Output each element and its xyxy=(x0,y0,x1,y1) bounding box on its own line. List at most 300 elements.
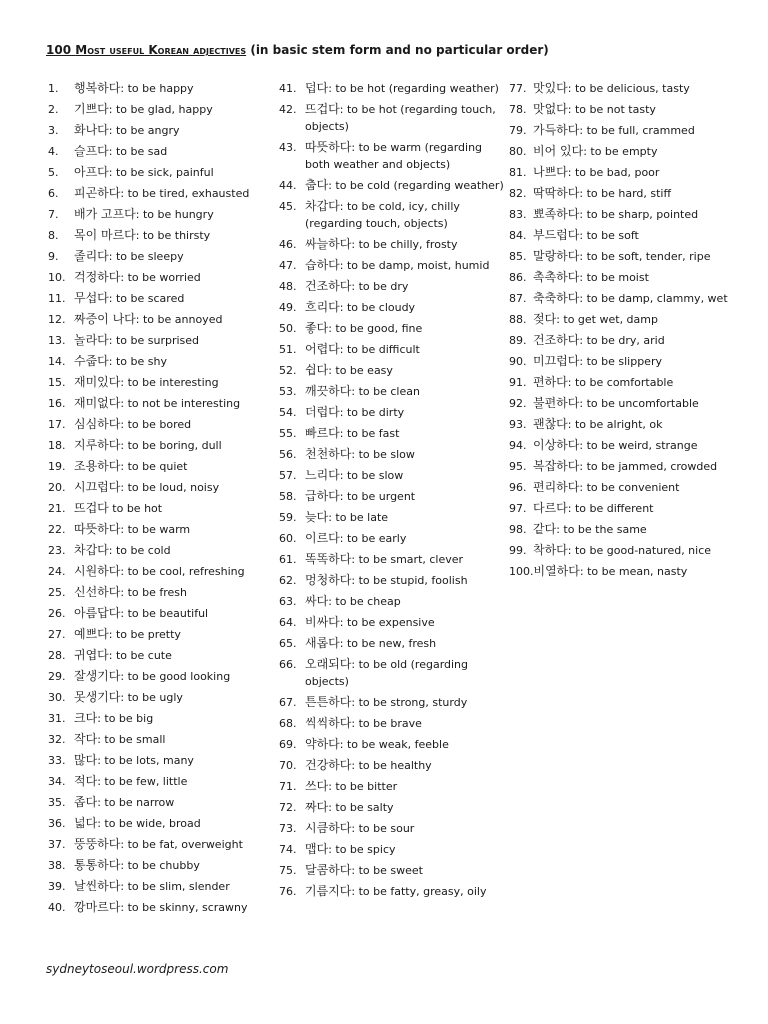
korean-word: 걱정하다 xyxy=(74,270,121,284)
item-entry xyxy=(74,351,276,372)
english-meaning: : to be bitter xyxy=(328,780,398,793)
item-entry xyxy=(74,876,276,897)
list-item xyxy=(509,372,749,393)
list-item xyxy=(279,297,507,318)
list-item xyxy=(279,507,507,528)
english-meaning: : to be thirsty xyxy=(135,229,211,242)
english-meaning: : to be spicy xyxy=(328,843,396,856)
item-entry xyxy=(305,423,507,444)
english-meaning: : to be hot (regarding touch, objects) xyxy=(305,103,496,133)
english-meaning: : to be clean xyxy=(351,385,420,398)
item-entry xyxy=(74,897,276,918)
korean-word: 잘생기다 xyxy=(74,669,121,683)
korean-word: 지루하다 xyxy=(74,438,121,452)
korean-word: 똑똑하다 xyxy=(305,552,352,566)
english-meaning: : to be cloudy xyxy=(339,301,416,314)
english-meaning: : to be ugly xyxy=(120,691,183,704)
item-number: 86. xyxy=(509,271,527,284)
list-item xyxy=(279,465,507,486)
item-entry xyxy=(74,141,276,162)
english-meaning: : to be fast xyxy=(339,427,400,440)
item-number: 14. xyxy=(48,355,66,368)
list-item xyxy=(48,519,276,540)
item-entry xyxy=(305,99,507,137)
english-meaning: : to be scared xyxy=(108,292,185,305)
item-number: 55. xyxy=(279,427,297,440)
english-meaning: : to be late xyxy=(328,511,389,524)
item-entry xyxy=(305,528,507,549)
list-item xyxy=(48,687,276,708)
english-meaning: : to be slim, slender xyxy=(120,880,230,893)
list-item xyxy=(48,246,276,267)
english-meaning: : to be not tasty xyxy=(567,103,656,116)
item-entry xyxy=(533,288,749,309)
english-meaning: : to be expensive xyxy=(339,616,435,629)
item-entry xyxy=(305,654,507,692)
item-entry xyxy=(305,570,507,591)
item-entry xyxy=(305,78,507,99)
item-entry xyxy=(533,330,749,351)
item-number: 1. xyxy=(48,82,59,95)
english-meaning: : to be cold (regarding weather) xyxy=(328,179,504,192)
item-number: 68. xyxy=(279,717,297,730)
item-entry xyxy=(305,713,507,734)
item-entry xyxy=(74,792,276,813)
english-meaning: : to be beautiful xyxy=(120,607,209,620)
list-item xyxy=(509,267,749,288)
item-entry xyxy=(533,162,749,183)
list-item xyxy=(509,477,749,498)
english-meaning: : to be stupid, foolish xyxy=(351,574,468,587)
list-item xyxy=(48,498,276,519)
item-entry xyxy=(533,393,749,414)
english-meaning: : to be sleepy xyxy=(108,250,184,263)
english-meaning: : to be smart, clever xyxy=(351,553,464,566)
korean-word: 같다 xyxy=(533,522,557,536)
list-item xyxy=(48,78,276,99)
list-item xyxy=(48,141,276,162)
korean-word: 행복하다 xyxy=(74,81,121,95)
korean-word: 건조하다 xyxy=(533,333,580,347)
item-number: 82. xyxy=(509,187,527,200)
list-item xyxy=(279,196,507,234)
item-number: 77. xyxy=(509,82,527,95)
korean-word: 딱딱하다 xyxy=(533,186,580,200)
item-number: 30. xyxy=(48,691,66,704)
item-number: 35. xyxy=(48,796,66,809)
english-meaning: : to be new, fresh xyxy=(339,637,437,650)
english-meaning: : to be hot (regarding weather) xyxy=(328,82,499,95)
item-number: 79. xyxy=(509,124,527,137)
korean-word: 빠르다 xyxy=(305,426,340,440)
item-number: 61. xyxy=(279,553,297,566)
korean-word: 귀엽다 xyxy=(74,648,109,662)
item-entry xyxy=(74,603,276,624)
korean-word: 시원하다 xyxy=(74,564,121,578)
list-item xyxy=(279,486,507,507)
korean-word: 맛있다 xyxy=(533,81,568,95)
list-item xyxy=(48,666,276,687)
item-number: 46. xyxy=(279,238,297,251)
korean-word: 짜다 xyxy=(305,800,329,814)
list-item xyxy=(279,591,507,612)
english-meaning: : to be damp, clammy, wet xyxy=(579,292,728,305)
korean-word: 이상하다 xyxy=(533,438,580,452)
item-number: 70. xyxy=(279,759,297,772)
korean-word: 화나다 xyxy=(74,123,109,137)
item-number: 2. xyxy=(48,103,59,116)
korean-word: 적다 xyxy=(74,774,98,788)
item-entry xyxy=(533,414,749,435)
english-meaning: : to be strong, sturdy xyxy=(351,696,468,709)
list-item xyxy=(279,776,507,797)
korean-word: 괜찮다 xyxy=(533,417,568,431)
english-meaning: : to get wet, damp xyxy=(556,313,658,326)
english-meaning: : to be warm xyxy=(120,523,191,536)
list-item xyxy=(509,456,749,477)
english-meaning: : to be alright, ok xyxy=(567,418,663,431)
korean-word: 젖다 xyxy=(533,312,557,326)
english-meaning: : to be dirty xyxy=(339,406,405,419)
item-number: 78. xyxy=(509,103,527,116)
korean-word: 춥다 xyxy=(305,178,329,192)
item-entry xyxy=(305,633,507,654)
korean-word: 달콤하다 xyxy=(305,863,352,877)
korean-word: 시끄럽다 xyxy=(74,480,121,494)
list-item xyxy=(279,99,507,137)
item-entry xyxy=(74,162,276,183)
item-number: 59. xyxy=(279,511,297,524)
korean-word: 건강하다 xyxy=(305,758,352,772)
item-number: 87. xyxy=(509,292,527,305)
list-item xyxy=(48,834,276,855)
list-item xyxy=(279,423,507,444)
korean-word: 쉽다 xyxy=(305,363,329,377)
item-number: 58. xyxy=(279,490,297,503)
korean-word: 신선하다 xyxy=(74,585,121,599)
korean-word: 넓다 xyxy=(74,816,98,830)
list-item xyxy=(48,855,276,876)
item-entry xyxy=(74,687,276,708)
item-number: 12. xyxy=(48,313,66,326)
item-entry xyxy=(533,120,749,141)
item-entry xyxy=(74,267,276,288)
item-number: 51. xyxy=(279,343,297,356)
korean-word: 씩씩하다 xyxy=(305,716,352,730)
korean-word: 좁다 xyxy=(74,795,98,809)
korean-word: 차갑다 xyxy=(74,543,109,557)
korean-word: 심심하다 xyxy=(74,417,121,431)
english-meaning: : to be big xyxy=(97,712,154,725)
english-meaning: : to be slippery xyxy=(579,355,662,368)
english-meaning: : to be salty xyxy=(328,801,394,814)
list-item xyxy=(279,839,507,860)
korean-word: 뚱뚱하다 xyxy=(74,837,121,851)
korean-word: 급하다 xyxy=(305,489,340,503)
item-entry xyxy=(74,477,276,498)
korean-word: 아프다 xyxy=(74,165,109,179)
list-item xyxy=(48,204,276,225)
item-number: 39. xyxy=(48,880,66,893)
english-meaning: : to be soft, tender, ripe xyxy=(579,250,711,263)
english-meaning: : to be dry xyxy=(351,280,409,293)
item-entry xyxy=(74,78,276,99)
list-item xyxy=(279,570,507,591)
item-number: 91. xyxy=(509,376,527,389)
english-meaning: : to be healthy xyxy=(351,759,432,772)
list-item xyxy=(509,309,749,330)
list-item xyxy=(48,267,276,288)
list-item xyxy=(509,288,749,309)
english-meaning: : to be shy xyxy=(108,355,167,368)
english-meaning: : to be moist xyxy=(579,271,649,284)
item-entry xyxy=(533,498,749,519)
english-meaning: : to be boring, dull xyxy=(120,439,222,452)
korean-word: 습하다 xyxy=(305,258,340,272)
item-entry xyxy=(74,288,276,309)
item-entry xyxy=(305,507,507,528)
english-meaning: : to be full, crammed xyxy=(579,124,695,137)
english-meaning: : to be slow xyxy=(351,448,415,461)
item-number: 16. xyxy=(48,397,66,410)
english-meaning: : to be fresh xyxy=(120,586,187,599)
item-entry xyxy=(305,776,507,797)
item-number: 66. xyxy=(279,658,297,671)
list-item xyxy=(48,393,276,414)
list-item xyxy=(48,729,276,750)
item-entry xyxy=(305,797,507,818)
list-item xyxy=(509,414,749,435)
english-meaning: : to be delicious, tasty xyxy=(567,82,690,95)
item-number: 23. xyxy=(48,544,66,557)
korean-word: 약하다 xyxy=(305,737,340,751)
korean-word: 늦다 xyxy=(305,510,329,524)
item-number: 41. xyxy=(279,82,297,95)
list-item xyxy=(279,755,507,776)
list-item xyxy=(279,175,507,196)
item-entry xyxy=(533,267,749,288)
english-meaning: : to be different xyxy=(567,502,654,515)
item-number: 9. xyxy=(48,250,59,263)
item-number: 53. xyxy=(279,385,297,398)
korean-word: 차갑다 xyxy=(305,199,340,213)
item-number: 7. xyxy=(48,208,59,221)
english-meaning: : to be difficult xyxy=(339,343,420,356)
item-number: 99. xyxy=(509,544,527,557)
korean-word: 편리하다 xyxy=(533,480,580,494)
english-meaning: : to be good-natured, nice xyxy=(567,544,712,557)
item-entry xyxy=(305,549,507,570)
english-meaning: : to be cold xyxy=(108,544,171,557)
list-item xyxy=(279,881,507,902)
item-number: 75. xyxy=(279,864,297,877)
list-item xyxy=(48,225,276,246)
list-item xyxy=(509,162,749,183)
korean-word: 나쁘다 xyxy=(533,165,568,179)
item-number: 6. xyxy=(48,187,59,200)
item-number: 72. xyxy=(279,801,297,814)
item-number: 31. xyxy=(48,712,66,725)
korean-word: 싸늘하다 xyxy=(305,237,352,251)
korean-word: 편하다 xyxy=(533,375,568,389)
item-entry xyxy=(305,381,507,402)
english-meaning: : to be comfortable xyxy=(567,376,674,389)
list-item xyxy=(509,225,749,246)
english-meaning: : to be sad xyxy=(108,145,168,158)
list-item xyxy=(509,120,749,141)
korean-word: 짜증이 나다 xyxy=(74,312,136,326)
list-item xyxy=(509,498,749,519)
korean-word: 피곤하다 xyxy=(74,186,121,200)
item-number: 3. xyxy=(48,124,59,137)
korean-word: 오래되다 xyxy=(305,657,352,671)
item-entry xyxy=(74,120,276,141)
item-entry xyxy=(74,582,276,603)
item-entry xyxy=(74,855,276,876)
item-entry xyxy=(74,666,276,687)
item-number: 64. xyxy=(279,616,297,629)
list-item xyxy=(48,603,276,624)
item-entry xyxy=(305,486,507,507)
item-entry xyxy=(533,372,749,393)
item-number: 13. xyxy=(48,334,66,347)
list-item xyxy=(48,750,276,771)
english-meaning: : to be weak, feeble xyxy=(339,738,449,751)
list-item xyxy=(48,897,276,918)
english-meaning: : to be glad, happy xyxy=(108,103,213,116)
item-number: 90. xyxy=(509,355,527,368)
list-item xyxy=(509,393,749,414)
item-entry xyxy=(305,755,507,776)
list-item xyxy=(48,561,276,582)
list-item xyxy=(279,528,507,549)
english-meaning: : to be tired, exhausted xyxy=(120,187,250,200)
item-number: 47. xyxy=(279,259,297,272)
english-meaning: : to be quiet xyxy=(120,460,188,473)
english-meaning: : to be dry, arid xyxy=(579,334,665,347)
english-meaning: : to be good looking xyxy=(120,670,231,683)
item-number: 18. xyxy=(48,439,66,452)
korean-word: 놀라다 xyxy=(74,333,109,347)
title-main: 100 Most useful Korean adjectives xyxy=(46,43,247,57)
item-number: 89. xyxy=(509,334,527,347)
korean-word: 비싸다 xyxy=(305,615,340,629)
item-entry xyxy=(305,612,507,633)
korean-word: 아름답다 xyxy=(74,606,121,620)
english-meaning: : to be surprised xyxy=(108,334,200,347)
list-item xyxy=(279,612,507,633)
english-meaning: : to be urgent xyxy=(339,490,416,503)
korean-word: 재미있다 xyxy=(74,375,121,389)
item-number: 26. xyxy=(48,607,66,620)
word-list-column-1 xyxy=(48,78,276,918)
english-meaning: : to be wide, broad xyxy=(97,817,201,830)
page-title xyxy=(46,43,746,57)
item-entry xyxy=(533,477,749,498)
item-entry xyxy=(305,276,507,297)
korean-word: 깨끗하다 xyxy=(305,384,352,398)
korean-word: 싸다 xyxy=(305,594,329,608)
english-meaning: : to be old (regarding objects) xyxy=(305,658,469,688)
list-item xyxy=(48,771,276,792)
korean-word: 더럽다 xyxy=(305,405,340,419)
item-number: 34. xyxy=(48,775,66,788)
korean-word: 못생기다 xyxy=(74,690,121,704)
item-entry xyxy=(74,225,276,246)
english-meaning: : to be cool, refreshing xyxy=(120,565,245,578)
list-item xyxy=(509,519,749,540)
list-item xyxy=(48,351,276,372)
korean-word: 비열하다 xyxy=(533,564,580,578)
list-item xyxy=(279,381,507,402)
list-item xyxy=(279,444,507,465)
korean-word: 가득하다 xyxy=(533,123,580,137)
korean-word: 덥다 xyxy=(305,81,329,95)
item-entry xyxy=(533,78,749,99)
item-entry xyxy=(74,309,276,330)
korean-word: 통통하다 xyxy=(74,858,121,872)
item-number: 20. xyxy=(48,481,66,494)
item-number: 98. xyxy=(509,523,527,536)
word-list-column-2 xyxy=(279,78,507,902)
korean-word: 수줍다 xyxy=(74,354,109,368)
english-meaning: to be hot xyxy=(108,502,163,515)
item-number: 57. xyxy=(279,469,297,482)
english-meaning: : to be cold, icy, chilly (regarding touch, objects) xyxy=(305,200,460,230)
list-item xyxy=(48,582,276,603)
list-item xyxy=(279,818,507,839)
item-entry xyxy=(74,771,276,792)
korean-word: 건조하다 xyxy=(305,279,352,293)
item-entry xyxy=(533,204,749,225)
english-meaning: : to be sweet xyxy=(351,864,423,877)
item-number: 40. xyxy=(48,901,66,914)
english-meaning: : to be cute xyxy=(108,649,172,662)
korean-word: 착하다 xyxy=(533,543,568,557)
list-item xyxy=(48,183,276,204)
item-number: 29. xyxy=(48,670,66,683)
item-number: 43. xyxy=(279,141,297,154)
item-entry xyxy=(305,860,507,881)
korean-word: 예쁘다 xyxy=(74,627,109,641)
item-entry xyxy=(305,339,507,360)
item-entry xyxy=(305,196,507,234)
korean-word: 천천하다 xyxy=(305,447,352,461)
korean-word: 날씬하다 xyxy=(74,879,121,893)
korean-word: 배가 고프다 xyxy=(74,207,136,221)
item-number: 95. xyxy=(509,460,527,473)
item-entry xyxy=(74,624,276,645)
item-number: 54. xyxy=(279,406,297,419)
list-item xyxy=(509,540,749,561)
item-entry xyxy=(305,734,507,755)
item-number: 21. xyxy=(48,502,66,515)
english-meaning: : to be weird, strange xyxy=(579,439,698,452)
list-item xyxy=(279,633,507,654)
item-entry xyxy=(74,834,276,855)
korean-word: 무섭다 xyxy=(74,291,109,305)
item-entry xyxy=(305,444,507,465)
list-item xyxy=(509,435,749,456)
english-meaning: : to be bad, poor xyxy=(567,166,660,179)
english-meaning: : to be damp, moist, humid xyxy=(339,259,490,272)
item-entry xyxy=(305,839,507,860)
item-number: 24. xyxy=(48,565,66,578)
list-item xyxy=(48,624,276,645)
item-number: 67. xyxy=(279,696,297,709)
item-entry xyxy=(74,372,276,393)
item-entry xyxy=(74,330,276,351)
